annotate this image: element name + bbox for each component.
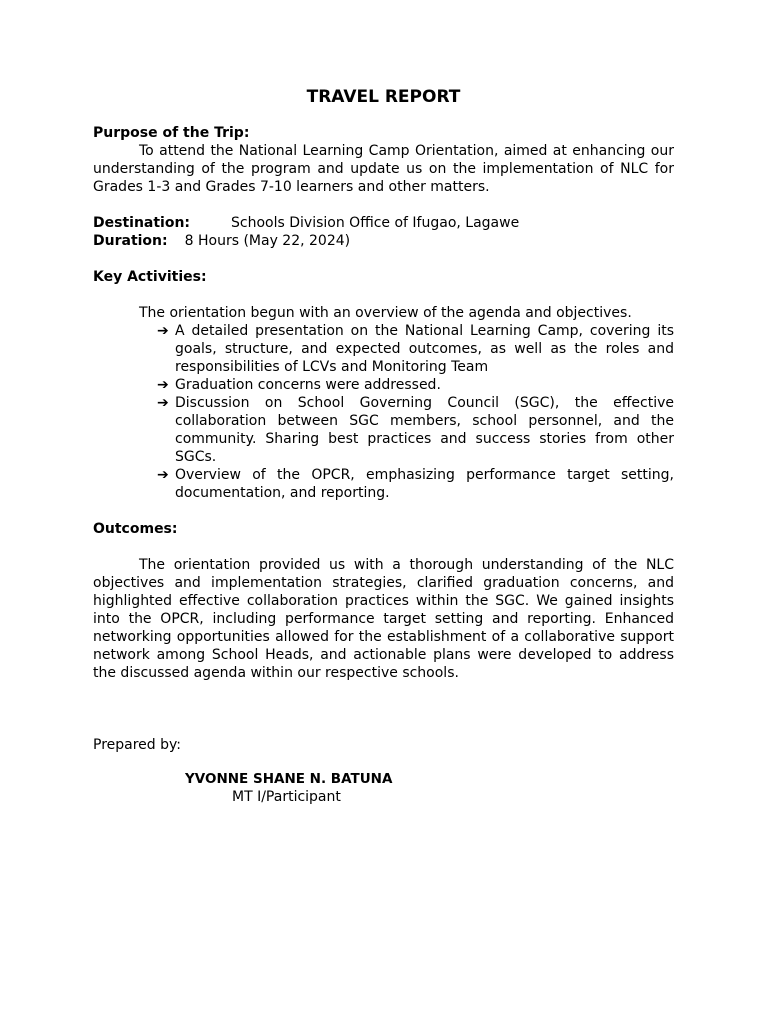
signer-position: MT I/Participant	[232, 789, 341, 805]
duration-label: Duration:	[93, 233, 168, 249]
spacer	[93, 538, 674, 556]
duration-value: 8 Hours (May 22, 2024)	[184, 233, 351, 249]
key-activities-intro: The orientation begun with an overview of the agenda and objectives.	[139, 305, 632, 321]
list-item-text: Graduation concerns were addressed.	[175, 377, 441, 393]
list-item	[157, 322, 674, 376]
right-arrow-icon: ➔	[157, 395, 169, 411]
list-item	[157, 376, 674, 394]
list-item	[157, 394, 674, 466]
spacer	[93, 502, 674, 520]
right-arrow-icon: ➔	[157, 377, 169, 393]
key-activities-heading: Key Activities:	[93, 269, 207, 285]
list-item-text: Overview of the OPCR, emphasizing performance target setting, documentation, and reporting.	[175, 467, 674, 501]
spacer	[93, 250, 674, 268]
key-activities-list	[157, 322, 674, 502]
spacer	[93, 196, 674, 214]
destination-label: Destination:	[93, 215, 191, 231]
purpose-heading: Purpose of the Trip:	[93, 125, 250, 141]
prepared-by-label: Prepared by:	[93, 737, 181, 753]
purpose-text: To attend the National Learning Camp Orientation, aimed at enhancing our understanding of the program and update us on the implementation of NLC for Grades 1-3 and Grades 7-10 learners and other matters.	[93, 143, 674, 195]
document-title: TRAVEL REPORT	[306, 87, 461, 107]
document-page	[93, 86, 674, 806]
spacer	[93, 682, 674, 718]
list-item-text: A detailed presentation on the National Learning Camp, covering its goals, structure, and expected outcomes, as well as the roles and responsibilities of LCVs and Monitoring Team	[175, 323, 674, 375]
destination-row	[93, 214, 674, 232]
destination-value: Schools Division Office of Ifugao, Lagawe	[231, 215, 520, 231]
list-item-text: Discussion on School Governing Council (SGC), the effective collaboration between SGC members, school personnel, and the community. Sharing best practices and success stories from other SGCs.	[175, 395, 674, 465]
list-item	[157, 466, 674, 502]
duration-row	[93, 232, 674, 250]
right-arrow-icon: ➔	[157, 323, 169, 339]
right-arrow-icon: ➔	[157, 467, 169, 483]
spacer	[93, 718, 674, 736]
signer-name: YVONNE SHANE N. BATUNA	[185, 771, 393, 787]
outcomes-heading: Outcomes:	[93, 521, 178, 537]
spacer	[93, 286, 674, 304]
outcomes-text: The orientation provided us with a thorough understanding of the NLC objectives and implementation strategies, clarified graduation concerns, and highlighted effective collaboration practices within the SGC. We gained insights into the OPCR, including performance target setting and reporting. Enhanced networking opportunities allowed for the establishment of a collaborative support network among School Heads, and actionable plans were developed to address the discussed agenda within our respective schools.	[93, 557, 674, 681]
